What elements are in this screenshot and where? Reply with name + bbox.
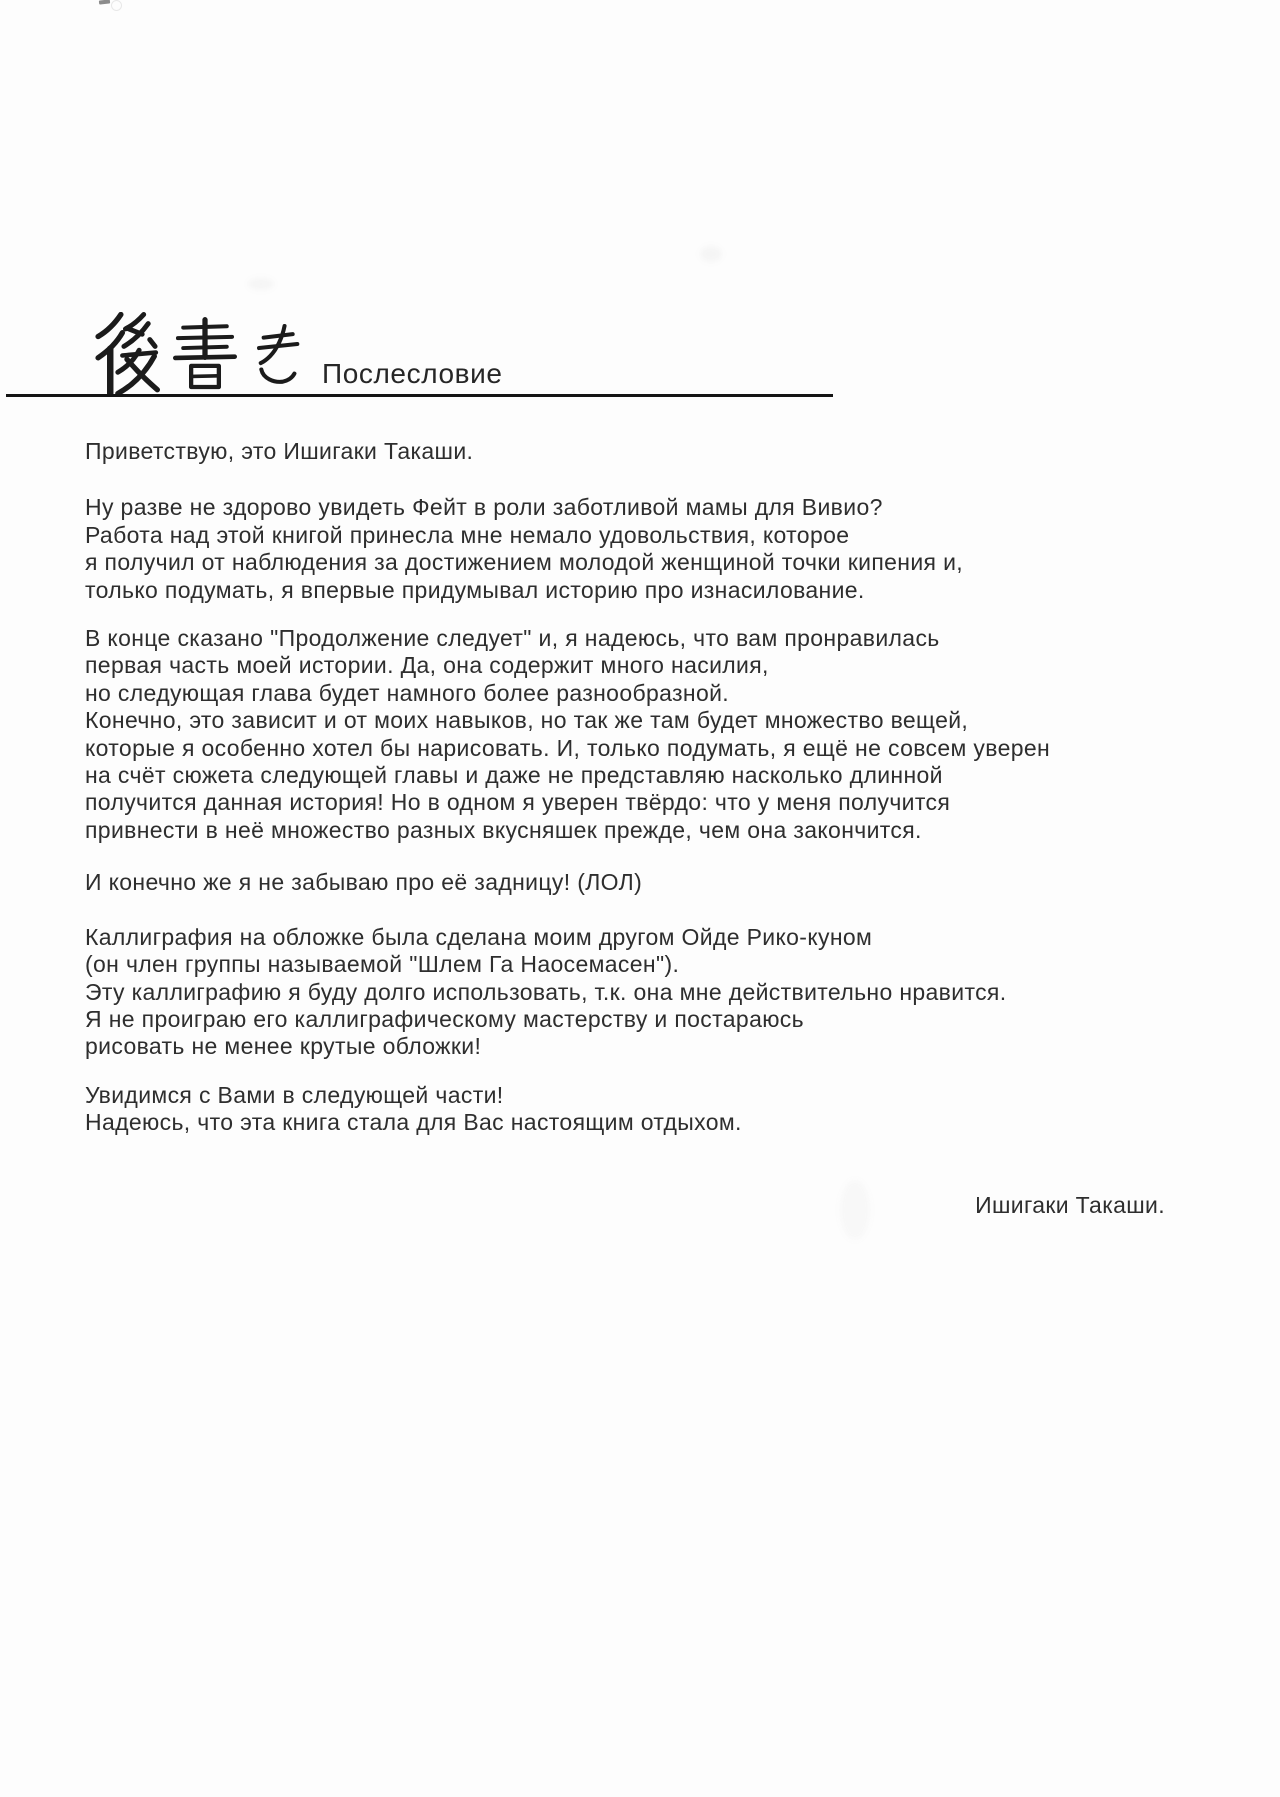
page-title: Послесловие bbox=[322, 358, 503, 389]
text-line: Конечно, это зависит и от моих навыков, но так же там будет множество вещей, bbox=[85, 707, 969, 734]
scan-smudge bbox=[248, 278, 274, 290]
header-rule bbox=[6, 394, 833, 397]
text-line: Эту каллиграфию я буду долго использовать, т.к. она мне действительно нравится. bbox=[85, 978, 1007, 1005]
author-signature: Ишигаки Такаши. bbox=[975, 1191, 1165, 1218]
text-line: В конце сказано "Продолжение следует" и, я надеюсь, что вам пронравилась bbox=[85, 625, 940, 652]
text-line: Увидимся с Вами в следующей части! bbox=[85, 1081, 504, 1108]
kanji-kaku-icon bbox=[172, 311, 238, 397]
kanji-ato-icon bbox=[92, 312, 168, 396]
text-line: привнести в неё множество разных вкусняшек прежде, чем она закончится. bbox=[85, 816, 922, 843]
text-line: первая часть моей истории. Да, она содержит много насилия, bbox=[85, 652, 769, 679]
text-line: только подумать, я впервые придумывал историю про изнасилование. bbox=[85, 576, 865, 603]
afterword-text bbox=[85, 438, 1165, 1219]
text-line: которые я особенно хотел бы нарисовать. И, только подумать, я ещё не совсем уверен bbox=[85, 734, 1051, 761]
text-line: Приветствую, это Ишигаки Такаши. bbox=[85, 438, 474, 464]
text-line: И конечно же я не забываю про её задницу! (ЛОЛ) bbox=[85, 869, 643, 896]
paragraph bbox=[85, 438, 1165, 465]
paragraph bbox=[85, 625, 1165, 844]
text-line: но следующая глава будет намного более разнообразной. bbox=[85, 679, 730, 706]
text-line: рисовать не менее крутые обложки! bbox=[85, 1033, 482, 1060]
text-line: Каллиграфия на обложке была сделана моим другом Ойде Рико-куном bbox=[85, 923, 873, 950]
paragraph bbox=[85, 494, 1165, 604]
paragraph bbox=[85, 1082, 1165, 1137]
text-line: я получил от наблюдения за достижением молодой женщиной точки кипения и, bbox=[85, 549, 964, 576]
paragraph bbox=[85, 924, 1165, 1061]
scan-speck bbox=[99, 0, 110, 5]
scan-speck bbox=[111, 0, 122, 11]
text-line: Я не проиграю его каллиграфическому мастерству и постараюсь bbox=[85, 1005, 804, 1032]
text-line: (он член группы называемой "Шлем Га Наосемасен"). bbox=[85, 951, 680, 978]
kana-ki-icon bbox=[248, 315, 306, 395]
text-line: Работа над этой книгой принесла мне немало удовольствия, которое bbox=[85, 521, 850, 548]
text-line: Ну разве не здорово увидеть Фейт в роли заботливой мамы для Вивио? bbox=[85, 494, 883, 521]
text-line: на счёт сюжета следующей главы и даже не представляю насколько длинной bbox=[85, 762, 943, 789]
text-line: получится данная история! Но в одном я уверен твёрдо: что у меня получится bbox=[85, 789, 951, 816]
paragraph bbox=[85, 869, 1165, 896]
scan-smudge bbox=[700, 246, 722, 262]
text-line: Надеюсь, что эта книга стала для Вас настоящим отдыхом. bbox=[85, 1109, 742, 1136]
